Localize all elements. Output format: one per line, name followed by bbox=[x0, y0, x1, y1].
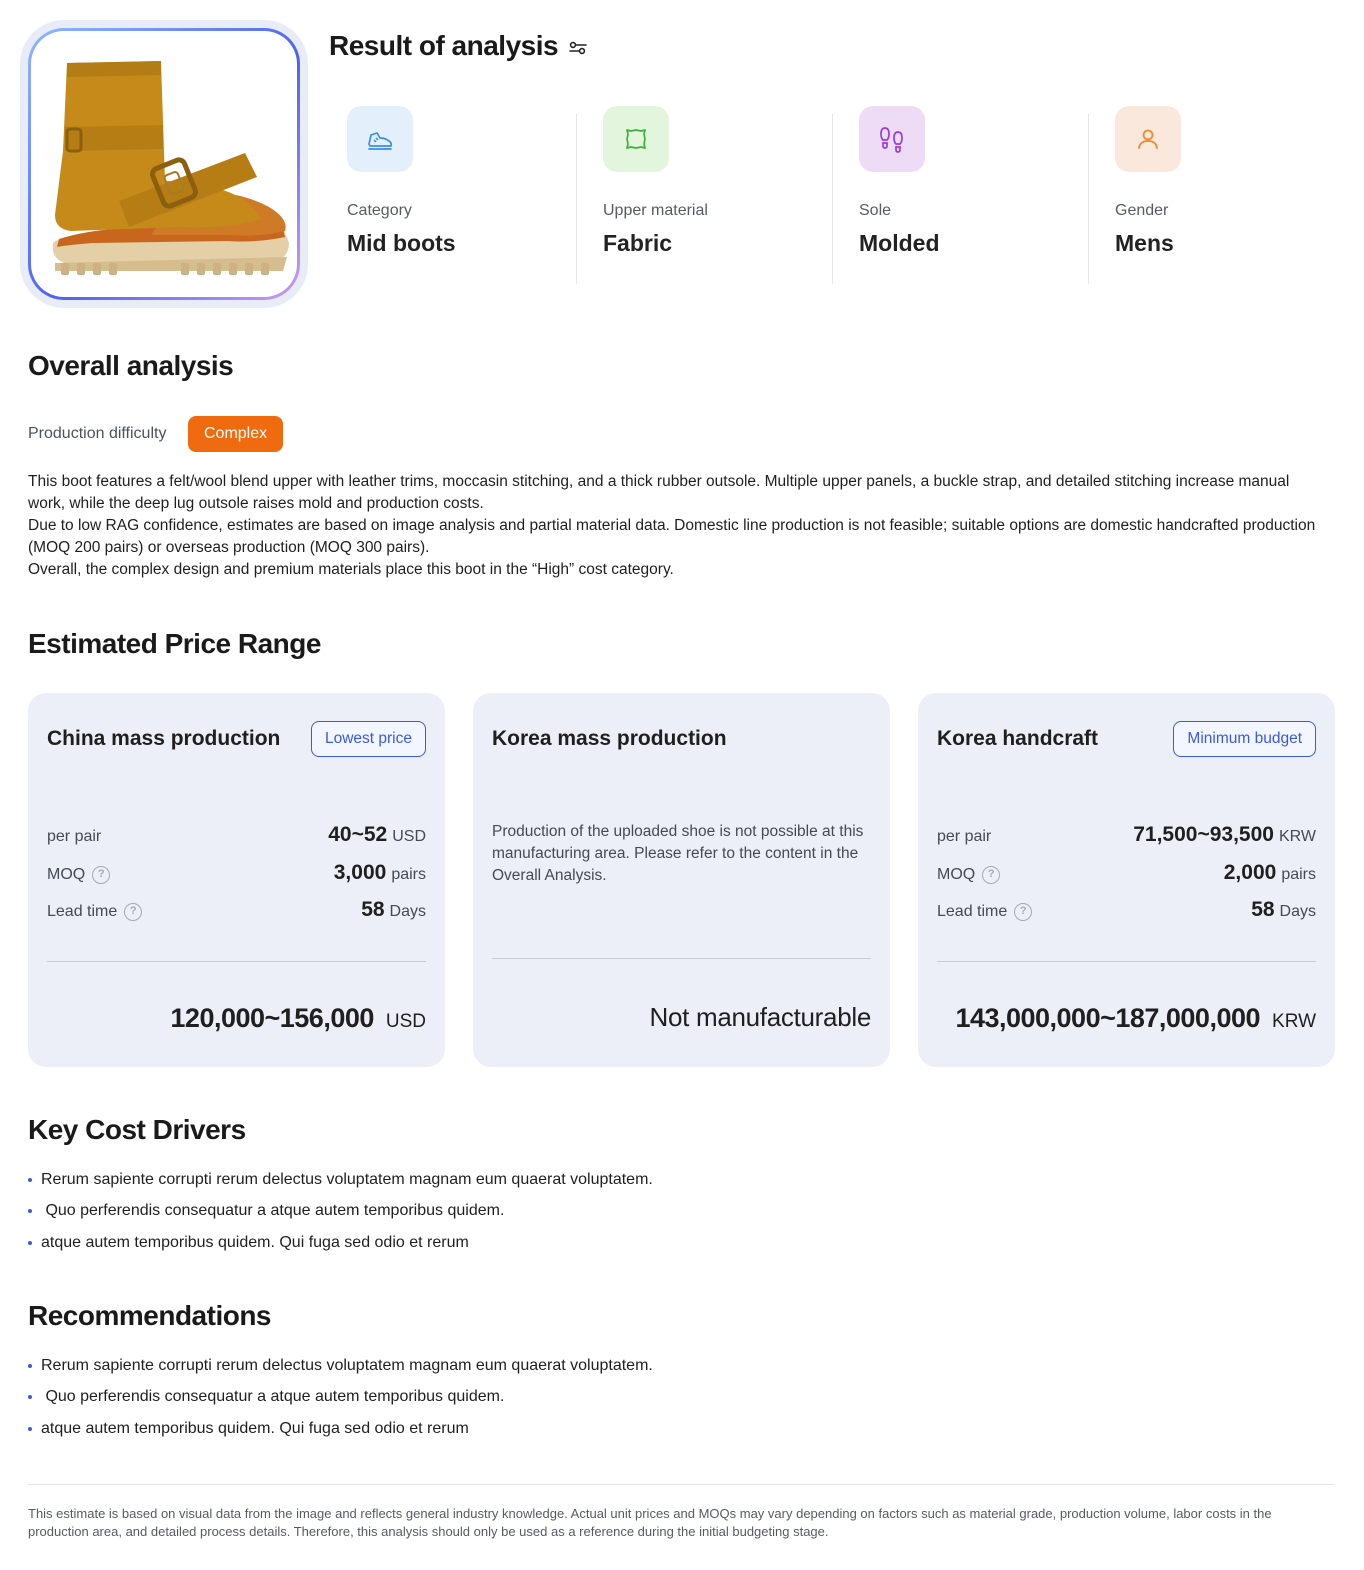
attribute-label: Gender bbox=[1115, 202, 1169, 219]
attribute-value: Mens bbox=[1115, 230, 1174, 256]
help-icon[interactable]: ? bbox=[1014, 903, 1032, 921]
attribute-divider bbox=[832, 114, 833, 284]
attribute-category bbox=[329, 106, 585, 286]
moq-row bbox=[47, 861, 426, 887]
per-pair-value: 40~52 bbox=[328, 823, 388, 846]
help-icon[interactable]: ? bbox=[124, 903, 142, 921]
production-difficulty-label: Production difficulty bbox=[28, 425, 167, 442]
attribute-upper-material bbox=[576, 106, 832, 286]
attribute-list bbox=[329, 106, 1339, 286]
attribute-category-icon-box bbox=[347, 106, 413, 172]
total-price-value: 143,000,000~187,000,000 bbox=[955, 1003, 1261, 1033]
product-image-frame bbox=[28, 28, 300, 300]
moq-label-wrap bbox=[937, 866, 1000, 884]
card-divider bbox=[937, 961, 1316, 962]
price-card-title: Korea handcraft bbox=[937, 727, 1099, 750]
lead-time-label-wrap bbox=[937, 903, 1032, 921]
overall-paragraph: Overall, the complex design and premium materials place this boot in the “High” cost category. bbox=[28, 561, 674, 578]
attribute-upper-material-icon-box bbox=[603, 106, 669, 172]
filter-settings-icon[interactable] bbox=[568, 40, 588, 56]
help-icon[interactable]: ? bbox=[92, 866, 110, 884]
list-item: atque autem temporibus quidem. Qui fuga sed odio et rerum bbox=[28, 1413, 1328, 1444]
product-image bbox=[31, 31, 297, 297]
attribute-label: Upper material bbox=[603, 202, 708, 219]
attribute-divider bbox=[576, 114, 577, 284]
moq-label: MOQ bbox=[47, 866, 86, 883]
key-cost-drivers-list bbox=[28, 1164, 1328, 1258]
moq-unit: pairs bbox=[1281, 866, 1316, 883]
price-card-title: China mass production bbox=[47, 727, 281, 750]
per-pair-value: 71,500~93,500 bbox=[1133, 823, 1274, 846]
overall-analysis-text bbox=[28, 471, 1328, 581]
result-title: Result of analysis bbox=[329, 30, 559, 61]
recommendations-title: Recommendations bbox=[28, 1300, 271, 1331]
boot-illustration bbox=[31, 31, 297, 297]
not-possible-note: Production of the uploaded shoe is not possible at this manufacturing area. Please refer to the content in the Overall Analysis. bbox=[492, 823, 864, 884]
list-item: Quo perferendis consequatur a atque autem temporibus quidem. bbox=[28, 1195, 1328, 1226]
card-divider bbox=[492, 958, 871, 959]
minimum-budget-badge: Minimum budget bbox=[1173, 721, 1316, 757]
attribute-value: Fabric bbox=[603, 230, 673, 256]
lead-time-row bbox=[47, 898, 426, 924]
lead-time-amount bbox=[361, 898, 426, 922]
analysis-header bbox=[0, 0, 1364, 330]
per-pair-price bbox=[328, 823, 426, 847]
price-card-korea-handcraft[interactable] bbox=[918, 693, 1335, 1067]
total-price bbox=[955, 1003, 1316, 1034]
moq-amount bbox=[334, 861, 426, 885]
sneaker-icon bbox=[365, 124, 395, 154]
attribute-gender-icon-box bbox=[1115, 106, 1181, 172]
price-card-title: Korea mass production bbox=[492, 727, 727, 750]
list-item: Quo perferendis consequatur a atque autem temporibus quidem. bbox=[28, 1381, 1328, 1412]
price-card-china-mass[interactable] bbox=[28, 693, 445, 1067]
lead-time-row bbox=[937, 898, 1316, 924]
attribute-value: Molded bbox=[859, 230, 940, 256]
moq-amount bbox=[1224, 861, 1316, 885]
list-item: atque autem temporibus quidem. Qui fuga sed odio et rerum bbox=[28, 1227, 1328, 1258]
price-range-title: Estimated Price Range bbox=[28, 628, 321, 659]
attribute-label: Category bbox=[347, 202, 412, 219]
list-item: Rerum sapiente corrupti rerum delectus voluptatem magnam eum quaerat voluptatem. bbox=[28, 1350, 1328, 1381]
attribute-value: Mid boots bbox=[347, 230, 456, 256]
per-pair-price bbox=[1133, 823, 1316, 847]
list-item: Rerum sapiente corrupti rerum delectus voluptatem magnam eum quaerat voluptatem. bbox=[28, 1164, 1328, 1195]
per-pair-label: per pair bbox=[937, 828, 992, 845]
lead-time-unit: Days bbox=[1279, 903, 1316, 920]
total-price bbox=[170, 1003, 426, 1034]
overall-paragraph: This boot features a felt/wool blend upper with leather trims, moccasin stitching, and a thick rubber outsole. Multiple upper panels, a buckle strap, and detailed stitching increase manual work, while the deep lug outsole raises mold and production costs. bbox=[28, 473, 1290, 512]
lowest-price-badge: Lowest price bbox=[311, 721, 426, 757]
moq-label-wrap bbox=[47, 866, 110, 884]
moq-value: 3,000 bbox=[333, 861, 387, 884]
lead-time-label: Lead time bbox=[47, 903, 118, 920]
overall-paragraph: Due to low RAG confidence, estimates are based on image analysis and partial material data. Domestic line production is not feasible; suitable options are domestic handcrafted production (MOQ 200 pairs) or overseas production (MOQ 300 pairs). bbox=[28, 517, 1316, 556]
moq-row bbox=[937, 861, 1316, 887]
attribute-gender bbox=[1088, 106, 1344, 286]
per-pair-row bbox=[47, 823, 426, 849]
per-pair-label: per pair bbox=[47, 828, 102, 845]
total-price-unit: USD bbox=[385, 1011, 426, 1032]
disclaimer-note: This estimate is based on visual data from the image and reflects general industry knowledge. Actual unit prices and MOQs may vary depending on factors such as material grade, production volume, labor costs in the production area, and detailed process details. Therefore, this analysis should only be used as a reference during the initial budgeting stage. bbox=[28, 1506, 1272, 1539]
overall-analysis-title: Overall analysis bbox=[28, 350, 234, 381]
help-icon[interactable]: ? bbox=[982, 866, 1000, 884]
moq-value: 2,000 bbox=[1223, 861, 1277, 884]
key-cost-drivers-title: Key Cost Drivers bbox=[28, 1114, 246, 1145]
production-difficulty-badge: Complex bbox=[188, 416, 283, 452]
total-price-value: 120,000~156,000 bbox=[170, 1003, 374, 1033]
attribute-sole-icon-box bbox=[859, 106, 925, 172]
user-icon bbox=[1134, 125, 1162, 153]
recommendations-list bbox=[28, 1350, 1328, 1444]
per-pair-row bbox=[937, 823, 1316, 849]
lead-time-value: 58 bbox=[1251, 898, 1275, 921]
not-manufacturable-status: Not manufacturable bbox=[649, 1002, 871, 1032]
footprints-icon bbox=[877, 124, 907, 154]
lead-time-amount bbox=[1251, 898, 1316, 922]
lead-time-label-wrap bbox=[47, 903, 142, 921]
per-pair-unit: KRW bbox=[1278, 828, 1316, 845]
moq-unit: pairs bbox=[391, 866, 426, 883]
per-pair-unit: USD bbox=[392, 828, 426, 845]
lead-time-label: Lead time bbox=[937, 903, 1008, 920]
footer-divider bbox=[28, 1484, 1334, 1485]
attribute-sole bbox=[832, 106, 1088, 286]
price-card-korea-mass[interactable] bbox=[473, 693, 890, 1067]
lead-time-unit: Days bbox=[389, 903, 426, 920]
total-price-unit: KRW bbox=[1272, 1011, 1316, 1032]
fabric-swatch-icon bbox=[622, 125, 650, 153]
lead-time-value: 58 bbox=[361, 898, 385, 921]
attribute-label: Sole bbox=[859, 202, 892, 219]
moq-label: MOQ bbox=[937, 866, 976, 883]
card-divider bbox=[47, 961, 426, 962]
attribute-divider bbox=[1088, 114, 1089, 284]
product-image-card[interactable] bbox=[20, 20, 308, 308]
